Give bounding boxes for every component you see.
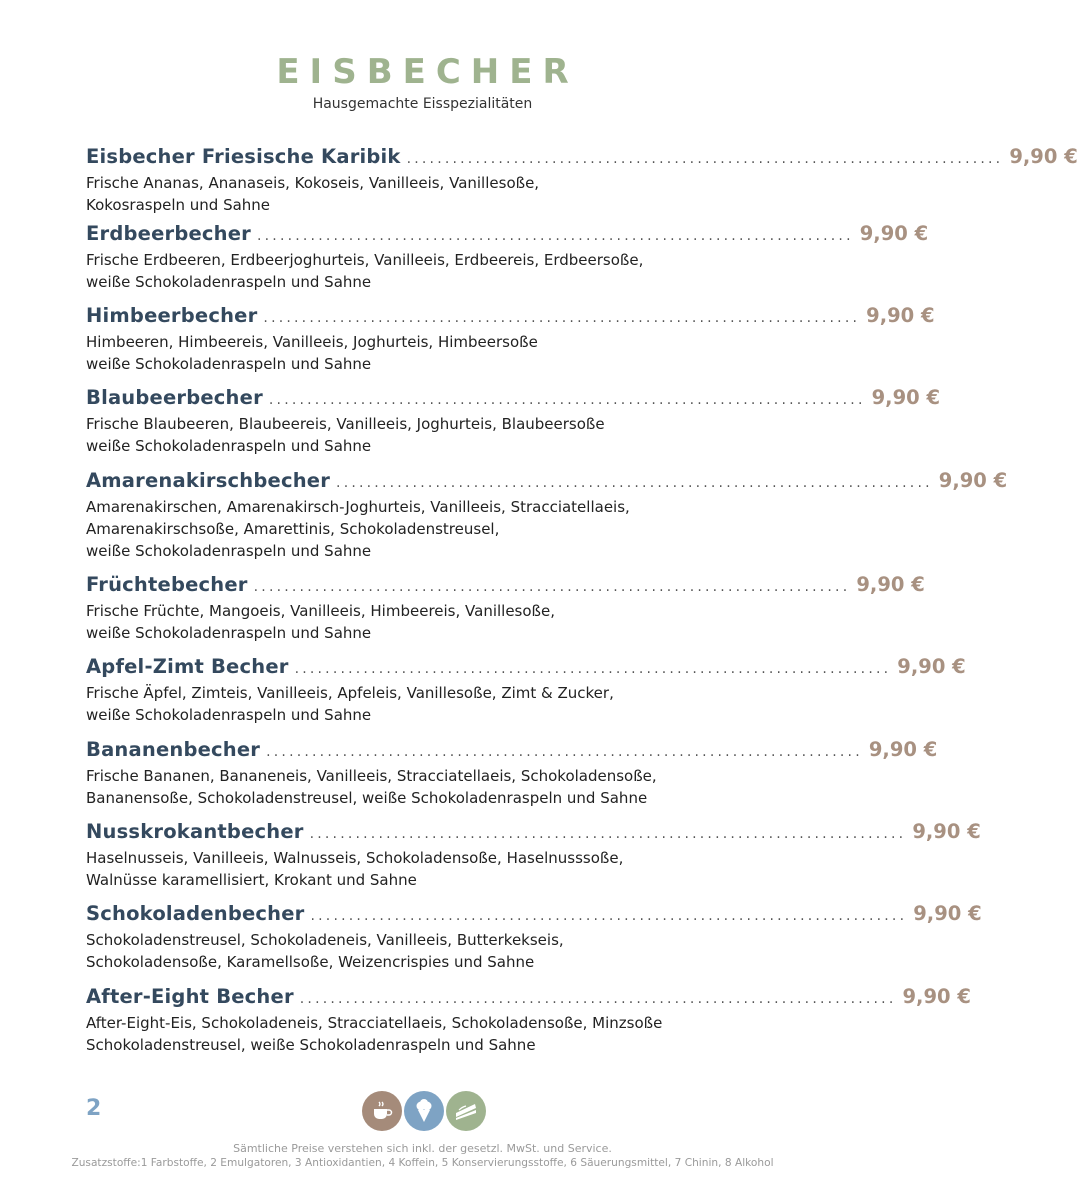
item-description: Amarenakirschen, Amarenakirsch-Joghurteis, Vanilleeis, Stracciatellaeis, Amarenakirschsoße, Amarettinis, Schokoladenstreusel, weiße Schokoladenraspeln und Sahne (86, 498, 630, 560)
menu-item (86, 655, 966, 726)
page-title: EISBECHER (276, 52, 579, 92)
page-subtitle: Hausgemachte Eisspezialitäten (312, 96, 533, 112)
price-note: Sämtliche Preise verstehen sich inkl. der gesetzl. MwSt. und Service. (233, 1142, 612, 1155)
menu-item (86, 469, 1008, 562)
dot-leader: .............................................................................. (257, 228, 854, 244)
page-number: 2 (86, 1096, 102, 1121)
item-price: 9,90 € (866, 304, 935, 327)
dot-leader: .............................................................................. (268, 392, 866, 408)
page-header (0, 52, 845, 112)
menu-item (86, 304, 935, 375)
menu-item (86, 222, 929, 293)
category-icons (362, 1091, 486, 1131)
item-name: Blaubeerbecher (86, 386, 263, 409)
item-description: Himbeeren, Himbeereis, Vanilleeis, Joghurteis, Himbeersoße weiße Schokoladenraspeln und Sahne (86, 333, 538, 373)
item-price: 9,90 € (856, 573, 925, 596)
cake-icon (446, 1091, 486, 1131)
item-price: 9,90 € (913, 902, 982, 925)
item-price: 9,90 € (902, 985, 971, 1008)
item-description: After-Eight-Eis, Schokoladeneis, Stracciatellaeis, Schokoladensoße, Minzsoße Schokoladenstreusel, weiße Schokoladenraspeln und Sahne (86, 1014, 663, 1054)
item-name: Apfel-Zimt Becher (86, 655, 289, 678)
dot-leader: .............................................................................. (336, 475, 933, 491)
coffee-icon (362, 1091, 402, 1131)
item-name: Nusskrokantbecher (86, 820, 304, 843)
item-price: 9,90 € (868, 738, 938, 761)
dot-leader: .............................................................................. (253, 579, 851, 595)
dot-leader: .............................................................................. (263, 310, 861, 326)
item-description: Frische Blaubeeren, Blaubeereis, Vanilleeis, Joghurteis, Blaubeersoße weiße Schokoladenraspeln und Sahne (86, 415, 605, 455)
menu-item (86, 145, 1078, 216)
dot-leader: .............................................................................. (299, 991, 897, 1007)
menu-item (86, 820, 981, 891)
item-description: Schokoladenstreusel, Schokoladeneis, Vanilleeis, Butterkekseis, Schokoladensoße, Karamellsoße, Weizencrispies und Sahne (86, 931, 564, 971)
dot-leader: .............................................................................. (309, 826, 907, 842)
item-price: 9,90 € (859, 222, 929, 245)
menu-item (86, 573, 925, 644)
item-name: Bananenbecher (86, 738, 261, 761)
ice-cream-icon (404, 1091, 444, 1131)
dot-leader: .............................................................................. (266, 744, 863, 760)
item-price: 9,90 € (938, 469, 1008, 492)
item-name: Früchtebecher (86, 573, 248, 596)
item-name: Schokoladenbecher (86, 902, 305, 925)
item-price: 9,90 € (912, 820, 981, 843)
item-name: After-Eight Becher (86, 985, 294, 1008)
menu-item (86, 985, 971, 1056)
menu-item (86, 386, 941, 457)
item-description: Frische Erdbeeren, Erdbeerjoghurteis, Vanilleeis, Erdbeereis, Erdbeersoße, weiße Schokoladenraspeln und Sahne (86, 251, 644, 291)
item-description: Frische Ananas, Ananaseis, Kokoseis, Vanilleeis, Vanillesoße, Kokosraspeln und Sahne (86, 174, 540, 214)
item-name: Himbeerbecher (86, 304, 258, 327)
item-name: Erdbeerbecher (86, 222, 251, 245)
item-price: 9,90 € (1009, 145, 1078, 168)
item-name: Amarenakirschbecher (86, 469, 331, 492)
item-description: Haselnusseis, Vanilleeis, Walnusseis, Schokoladensoße, Haselnusssoße, Walnüsse karamellisiert, Krokant und Sahne (86, 849, 624, 889)
dot-leader: .............................................................................. (406, 151, 1004, 167)
dot-leader: .............................................................................. (294, 661, 892, 677)
item-name: Eisbecher Friesische Karibik (86, 145, 401, 168)
menu-item (86, 738, 938, 809)
item-price: 9,90 € (871, 386, 941, 409)
item-description: Frische Äpfel, Zimteis, Vanilleeis, Apfeleis, Vanillesoße, Zimt & Zucker, weiße Schokoladenraspeln und Sahne (86, 684, 614, 724)
item-description: Frische Früchte, Mangoeis, Vanilleeis, Himbeereis, Vanillesoße, weiße Schokoladenraspeln und Sahne (86, 602, 555, 642)
dot-leader: .............................................................................. (310, 908, 908, 924)
menu-item (86, 902, 982, 973)
additives-note: Zusatzstoffe:1 Farbstoffe, 2 Emulgatoren, 3 Antioxidantien, 4 Koffein, 5 Konservierungsstoffe, 6 Säuerungsmittel, 7 Chinin, 8 Alkohol (71, 1157, 774, 1169)
item-description: Frische Bananen, Bananeneis, Vanilleeis, Stracciatellaeis, Schokoladensoße, Bananensoße, Schokoladenstreusel, weiße Schokoladenraspeln und Sahne (86, 767, 657, 807)
item-price: 9,90 € (897, 655, 966, 678)
